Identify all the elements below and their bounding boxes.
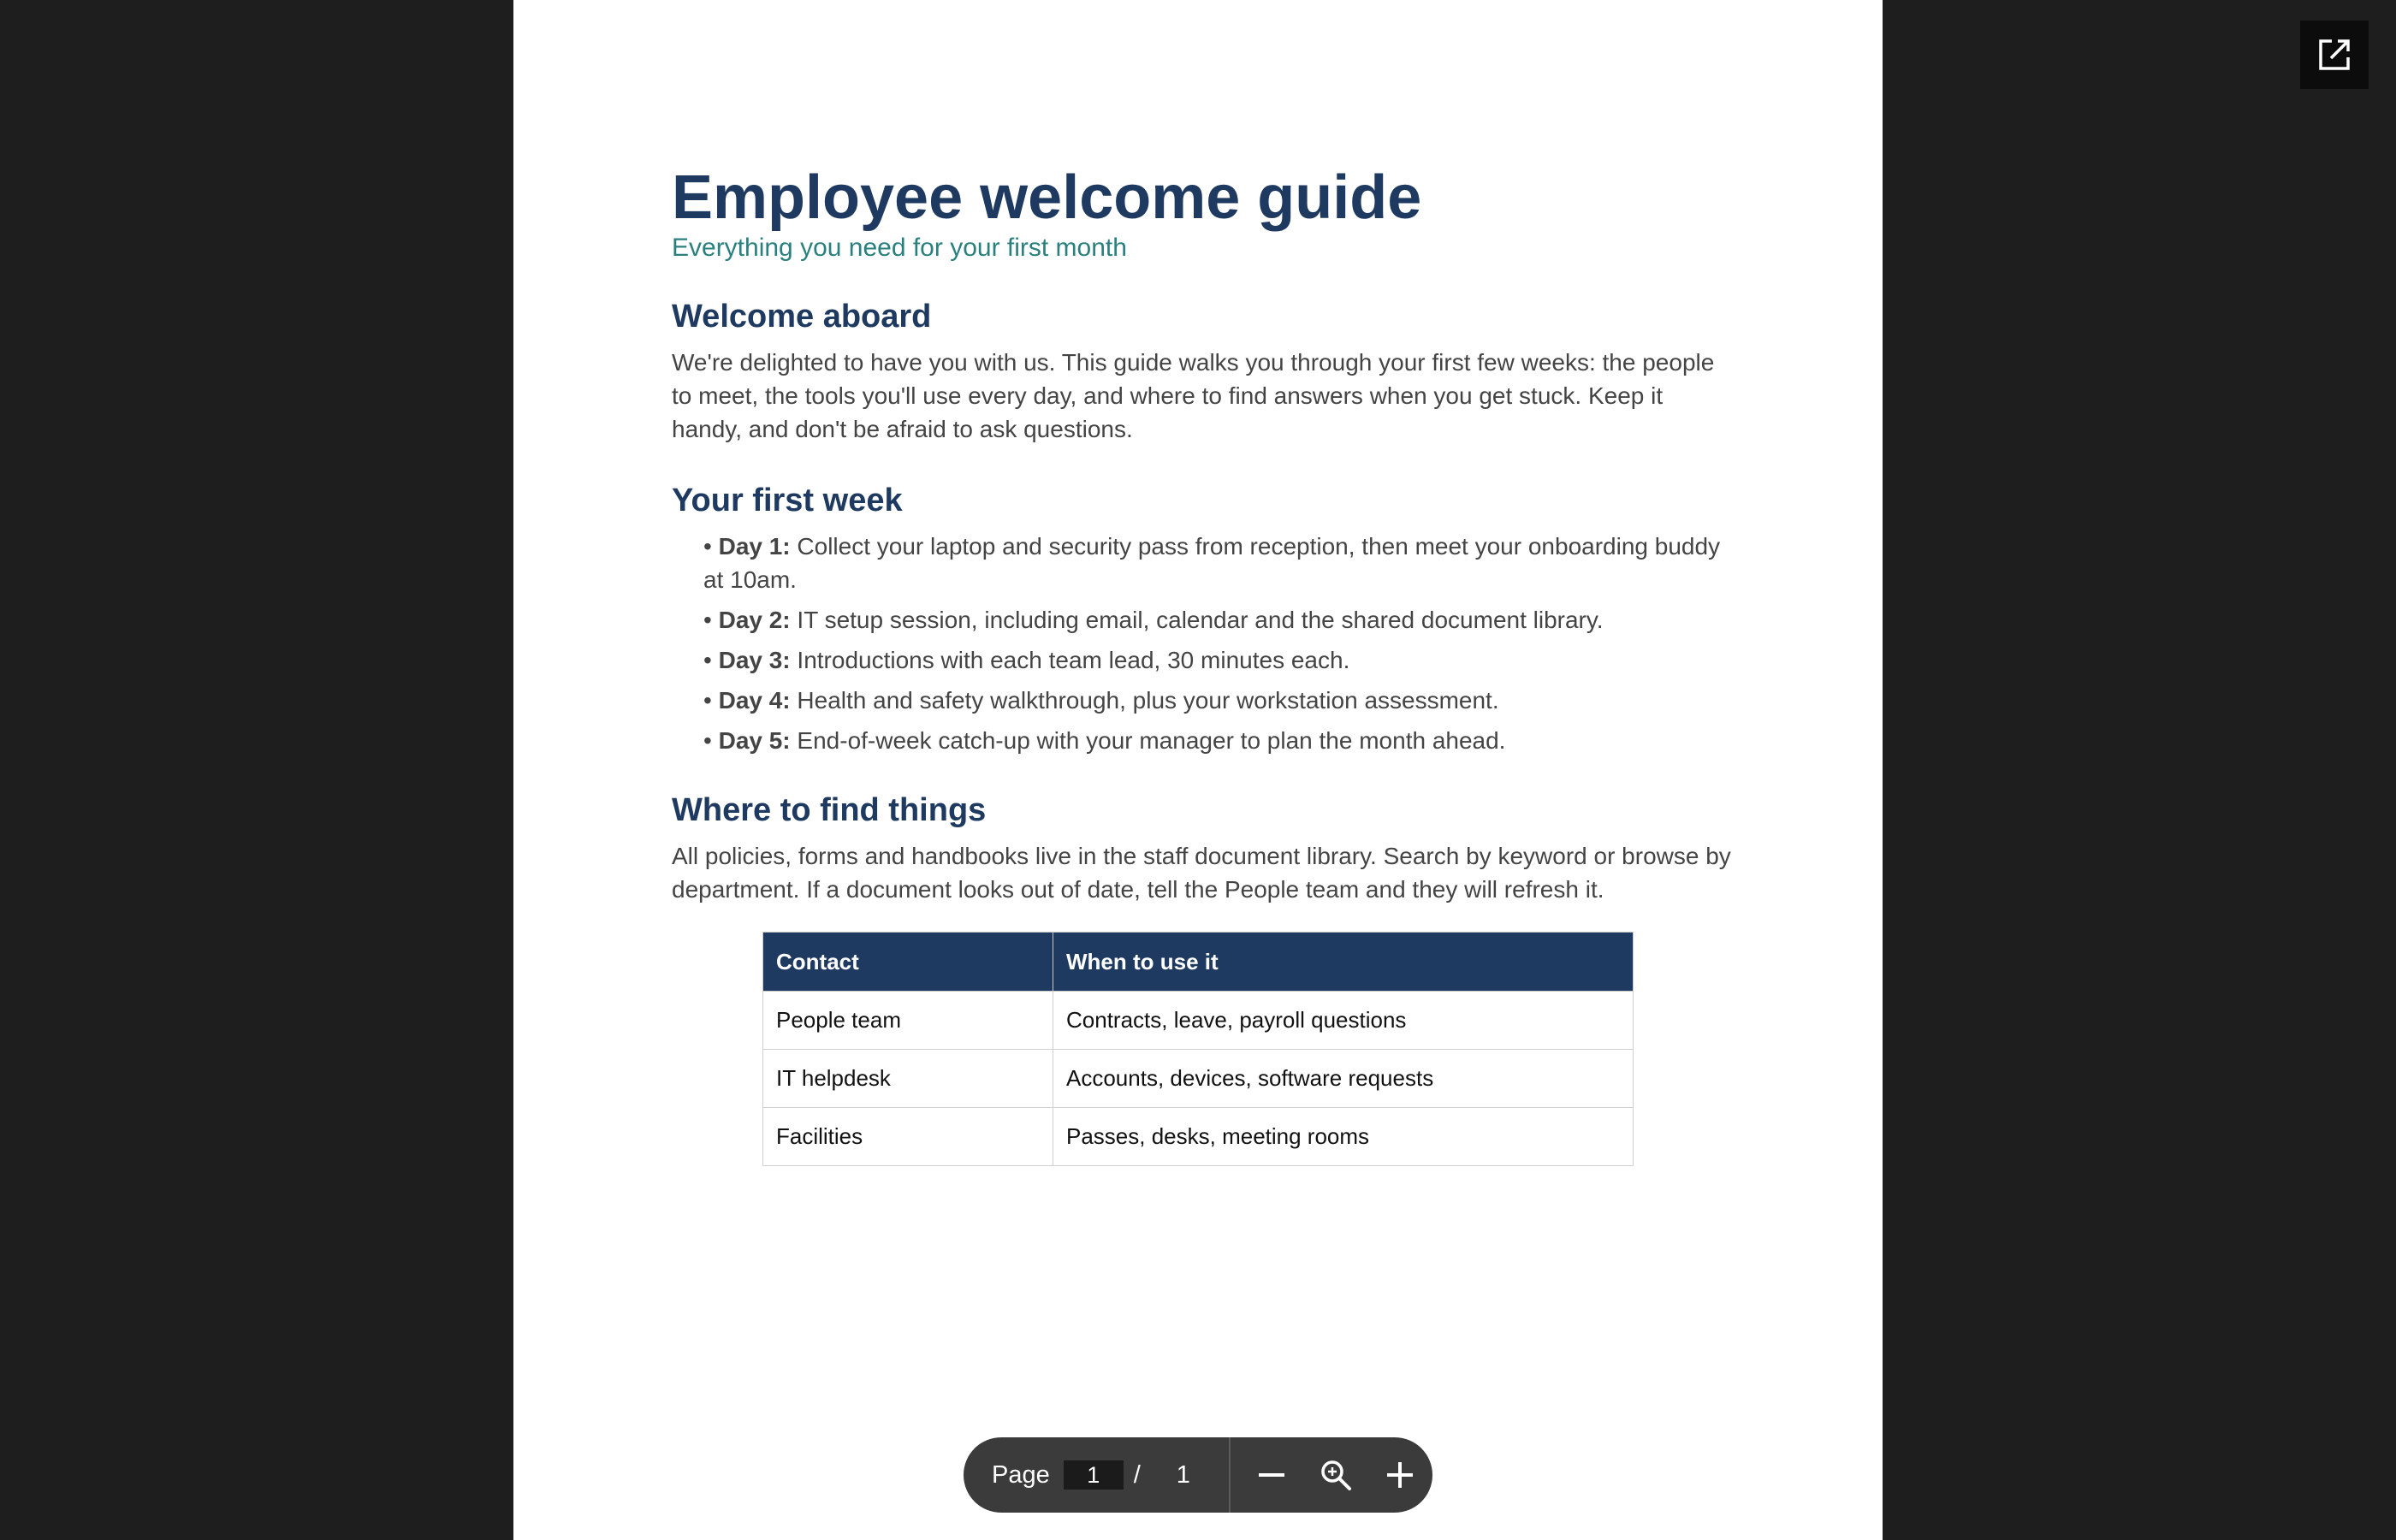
day-label: Day 2: [718, 607, 791, 633]
heading-where-to-find: Where to find things [672, 792, 987, 828]
table-row [763, 1050, 1634, 1108]
table-row [763, 1108, 1634, 1166]
column-header-contact: Contact [763, 933, 1053, 992]
day-label: Day 5: [718, 727, 791, 754]
day-text: Introductions with each team lead, 30 minutes each. [797, 647, 1350, 673]
list-item: • Day 2: IT setup session, including email, calendar and the shared document library. [703, 607, 1604, 633]
page-separator: / [1133, 1460, 1141, 1489]
minus-icon [1257, 1460, 1286, 1490]
table-cell: Facilities [763, 1108, 1053, 1166]
day-text: Health and safety walkthrough, plus your workstation assessment. [797, 687, 1499, 714]
page-label: Page [992, 1460, 1050, 1489]
column-header-when: When to use it [1053, 933, 1634, 992]
day-text: Collect your laptop and security pass from reception, then meet your onboarding buddy at 10am. [703, 533, 1721, 593]
heading-welcome: Welcome aboard [672, 299, 932, 335]
zoom-fit-button[interactable] [1303, 1437, 1367, 1513]
table-cell: People team [763, 992, 1053, 1050]
open-in-new-icon [2316, 37, 2352, 73]
where-paragraph: All policies, forms and handbooks live in the staff document library. Search by keyword or browse by department. If a document looks out of date, tell the People team and they will refresh it. [672, 843, 1731, 903]
viewer-toolbar [964, 1437, 1432, 1513]
list-item: • Day 1: Collect your laptop and security pass from reception, then meet your onboarding buddy at 10am. [703, 533, 1721, 593]
document-page [513, 0, 1883, 1540]
total-pages: 1 [1176, 1460, 1190, 1489]
day-text: IT setup session, including email, calendar and the shared document library. [797, 607, 1604, 633]
list-item: • Day 3: Introductions with each team lead, 30 minutes each. [703, 647, 1350, 673]
day-text: End-of-week catch-up with your manager to plan the month ahead. [797, 727, 1506, 754]
contacts-table [762, 932, 1634, 1166]
table-cell: IT helpdesk [763, 1050, 1053, 1108]
table-row [763, 992, 1634, 1050]
open-external-button[interactable] [2300, 21, 2369, 89]
list-item: • Day 4: Health and safety walkthrough, plus your workstation assessment. [703, 687, 1499, 714]
plus-icon [1385, 1460, 1414, 1490]
welcome-paragraph: We're delighted to have you with us. This guide walks you through your first few weeks: the people to meet, the tools you'll use every day, and where to find answers when you get stuck. Keep it handy, and don't be afraid to ask questions. [672, 349, 1715, 442]
doc-subtitle: Everything you need for your first month [672, 234, 1127, 262]
table-cell: Passes, desks, meeting rooms [1053, 1108, 1634, 1166]
heading-first-week: Your first week [672, 483, 903, 518]
page-content [672, 163, 1733, 1166]
page-number-input[interactable] [1064, 1460, 1124, 1490]
toolbar-divider [1229, 1437, 1231, 1513]
table-cell: Accounts, devices, software requests [1053, 1050, 1634, 1108]
doc-title: Employee welcome guide [672, 163, 1422, 232]
zoom-fit-icon [1319, 1458, 1353, 1492]
zoom-in-button[interactable] [1368, 1437, 1432, 1513]
day-label: Day 3: [718, 647, 791, 673]
first-week-list [672, 530, 1733, 757]
zoom-out-button[interactable] [1239, 1437, 1303, 1513]
day-label: Day 4: [718, 687, 791, 714]
list-item: • Day 5: End-of-week catch-up with your manager to plan the month ahead. [703, 727, 1506, 754]
day-label: Day 1: [718, 533, 791, 560]
table-cell: Contracts, leave, payroll questions [1053, 992, 1634, 1050]
table-header-row [763, 933, 1634, 992]
